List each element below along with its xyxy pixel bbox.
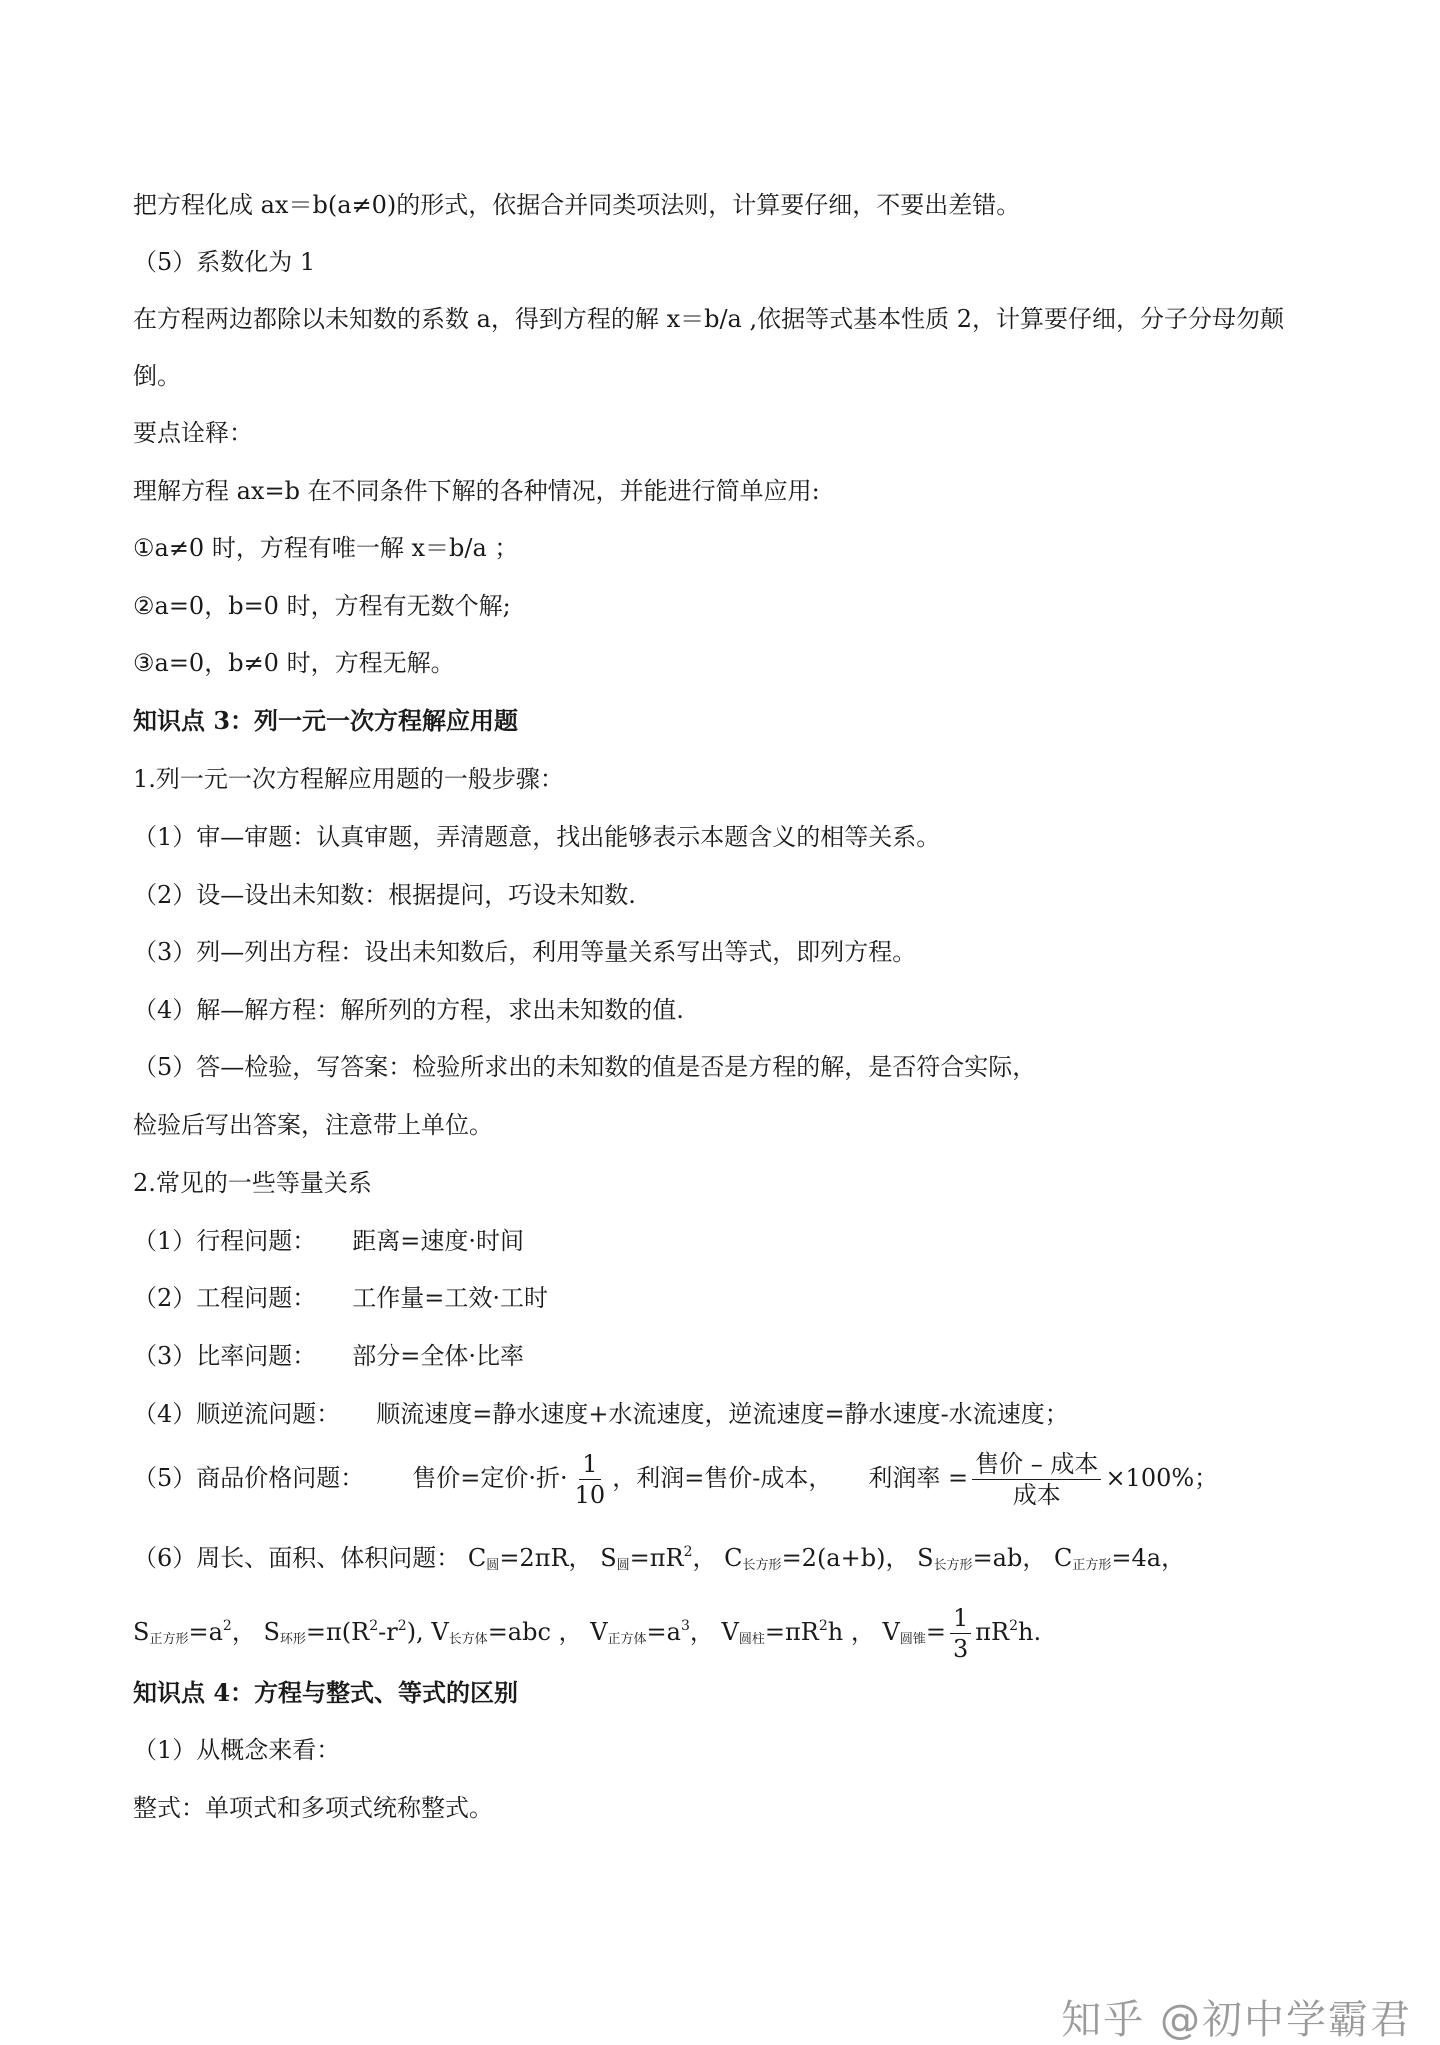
formula-square-perimeter — [1054, 1544, 1185, 1572]
fraction-denominator: 10 — [574, 1481, 606, 1509]
relation-current — [133, 1397, 1360, 1431]
superscript: 2 — [1009, 1618, 1019, 1634]
percent-suffix: ×100%； — [1105, 1464, 1219, 1492]
formula-rectangle-perimeter — [724, 1544, 909, 1572]
fraction-denominator: 3 — [952, 1635, 969, 1663]
formula-cone-volume — [882, 1604, 1042, 1663]
subscript: 正方体 — [607, 1632, 647, 1647]
symbol: V — [882, 1618, 900, 1646]
relation-label: （3）比率问题： — [133, 1342, 317, 1370]
formula-square-area — [133, 1618, 256, 1646]
profit-rate-label: 利润率 = — [868, 1464, 969, 1492]
fraction-numerator: 售价 – 成本 — [972, 1449, 1101, 1480]
fraction-one-third — [950, 1603, 971, 1664]
symbol: V — [590, 1618, 608, 1646]
expression: h. — [1018, 1618, 1042, 1646]
formula-circle-area — [600, 1544, 716, 1572]
expression: =ab， — [972, 1544, 1047, 1572]
expression: =πR — [629, 1544, 684, 1572]
text-line: 把方程化成 ax＝b(a≠0)的形式，依据合并同类项法则，计算要仔细，不要出差错。 — [133, 191, 1021, 219]
expression: h ， — [827, 1618, 875, 1646]
formula-rectangle-area — [917, 1544, 1046, 1572]
expression: πR — [975, 1618, 1010, 1646]
relation-formula: 部分=全体·比率 — [352, 1342, 525, 1370]
subscript: 圆柱 — [738, 1632, 765, 1647]
fraction-profit-rate — [972, 1449, 1101, 1510]
text-line: （3）列—列出方程：设出未知数后，利用等量关系写出等式，即列方程。 — [133, 938, 917, 966]
symbol: C — [724, 1544, 743, 1572]
symbol: V — [721, 1618, 739, 1646]
text-line: （1）审—审题：认真审题，弄清题意，找出能够表示本题含义的相等关系。 — [133, 823, 941, 851]
subscript: 环形 — [279, 1632, 306, 1647]
section-heading: 知识点 3：列一元一次方程解应用题 — [133, 706, 519, 735]
text-line: （4）解—解方程：解所列的方程，求出未知数的值. — [133, 996, 684, 1024]
relation-formula: 顺流速度=静水速度+水流速度，逆流速度=静水速度-水流速度； — [376, 1400, 1069, 1428]
superscript: 2 — [222, 1618, 232, 1634]
relation-travel — [133, 1224, 1360, 1258]
relation-ratio — [133, 1339, 1360, 1373]
superscript: 2 — [818, 1618, 828, 1634]
punctuation: ， — [231, 1618, 256, 1646]
text-line: 在方程两边都除以未知数的系数 a，得到方程的解 x＝b/a ,依据等式基本性质 2，计算要仔细，分子分母勿颠 — [133, 305, 1285, 333]
punctuation: ), — [406, 1618, 424, 1646]
fraction-denominator: 成本 — [1012, 1481, 1061, 1509]
profit-formula: ，利润=售价-成本， — [612, 1464, 833, 1492]
text-line: （1）从概念来看： — [133, 1736, 341, 1764]
symbol: S — [263, 1618, 280, 1646]
relation-price — [133, 1446, 1360, 1510]
expression: =4a， — [1111, 1544, 1186, 1572]
text-line: 倒。 — [133, 362, 181, 390]
formula-circle-circumference — [468, 1544, 593, 1572]
relation-formula: 工作量=工效·工时 — [352, 1284, 549, 1312]
text-line: 整式：单项式和多项式统称整式。 — [133, 1794, 493, 1822]
formula-annulus-area — [263, 1618, 423, 1646]
subscript: 正方形 — [149, 1632, 189, 1647]
text-line: （2）设—设出未知数：根据提问，巧设未知数. — [133, 881, 636, 909]
text-line: 检验后写出答案，注意带上单位。 — [133, 1111, 493, 1139]
subscript: 长方形 — [742, 1558, 782, 1573]
subscript: 长方形 — [933, 1558, 973, 1573]
text-line: 1.列一元一次方程解应用题的一般步骤： — [133, 765, 564, 793]
fraction-numerator: 1 — [950, 1603, 971, 1634]
text-line: ①a≠0 时，方程有唯一解 x＝b/a ； — [133, 534, 519, 562]
relation-label: （2）工程问题： — [133, 1284, 317, 1312]
expression: =abc ， — [487, 1618, 583, 1646]
text-line: （5）答—检验，写答案：检验所求出的未知数的值是否是方程的解，是否符合实际， — [133, 1053, 1037, 1081]
superscript: 2 — [369, 1618, 379, 1634]
superscript: 2 — [683, 1544, 693, 1560]
relation-label: （1）行程问题： — [133, 1227, 317, 1255]
text-line: 理解方程 ax=b 在不同条件下解的各种情况，并能进行简单应用: — [133, 477, 820, 505]
formula-cuboid-volume — [431, 1618, 582, 1646]
geometry-formulas-2 — [133, 1594, 1360, 1672]
symbol: C — [467, 1544, 487, 1572]
subscript: 圆 — [486, 1558, 500, 1573]
relation-label: （5）商品价格问题： — [133, 1464, 365, 1492]
symbol: S — [917, 1544, 934, 1572]
fraction-one-tenth — [572, 1449, 609, 1510]
subscript: 正方形 — [1072, 1558, 1112, 1573]
punctuation: ， — [689, 1618, 714, 1646]
fraction-numerator: 1 — [579, 1449, 600, 1480]
punctuation: ， — [692, 1544, 717, 1572]
symbol: S — [600, 1544, 617, 1572]
superscript: 3 — [680, 1618, 690, 1634]
geometry-formulas-1 — [133, 1535, 1360, 1583]
formula-cube-volume — [590, 1618, 714, 1646]
price-formula: 售价=定价·折· — [412, 1464, 568, 1492]
subscript: 长方体 — [448, 1632, 488, 1647]
relation-work — [133, 1281, 1360, 1315]
section-heading: 知识点 4：方程与整式、等式的区别 — [133, 1678, 519, 1707]
expression: -r — [378, 1618, 398, 1646]
text-line: ②a=0，b=0 时，方程有无数个解; — [133, 592, 511, 620]
expression: =πR — [764, 1618, 819, 1646]
expression: = — [925, 1618, 946, 1646]
subscript: 圆 — [616, 1558, 630, 1573]
text-line: 要点诠释： — [133, 419, 253, 447]
relation-formula: 距离=速度·时间 — [352, 1227, 525, 1255]
expression: =a — [646, 1618, 681, 1646]
symbol: S — [133, 1618, 150, 1646]
expression: =2(a+b)， — [781, 1544, 910, 1572]
symbol: V — [431, 1618, 449, 1646]
text-line: ③a=0，b≠0 时，方程无解。 — [133, 649, 455, 677]
subscript: 圆锥 — [899, 1632, 926, 1647]
superscript: 2 — [397, 1618, 407, 1634]
formula-cylinder-volume — [722, 1618, 875, 1646]
expression: =π(R — [305, 1618, 370, 1646]
relation-label: （4）顺逆流问题： — [133, 1400, 341, 1428]
text-line: 2.常见的一些等量关系 — [133, 1169, 372, 1197]
watermark: 知乎 @初中学霸君 — [1061, 1997, 1412, 2043]
expression: =2πR， — [499, 1544, 593, 1572]
text-line: （5）系数化为 1 — [133, 248, 316, 276]
expression: =a — [188, 1618, 223, 1646]
relation-label: （6）周长、面积、体积问题： — [133, 1544, 461, 1572]
symbol: C — [1053, 1544, 1073, 1572]
